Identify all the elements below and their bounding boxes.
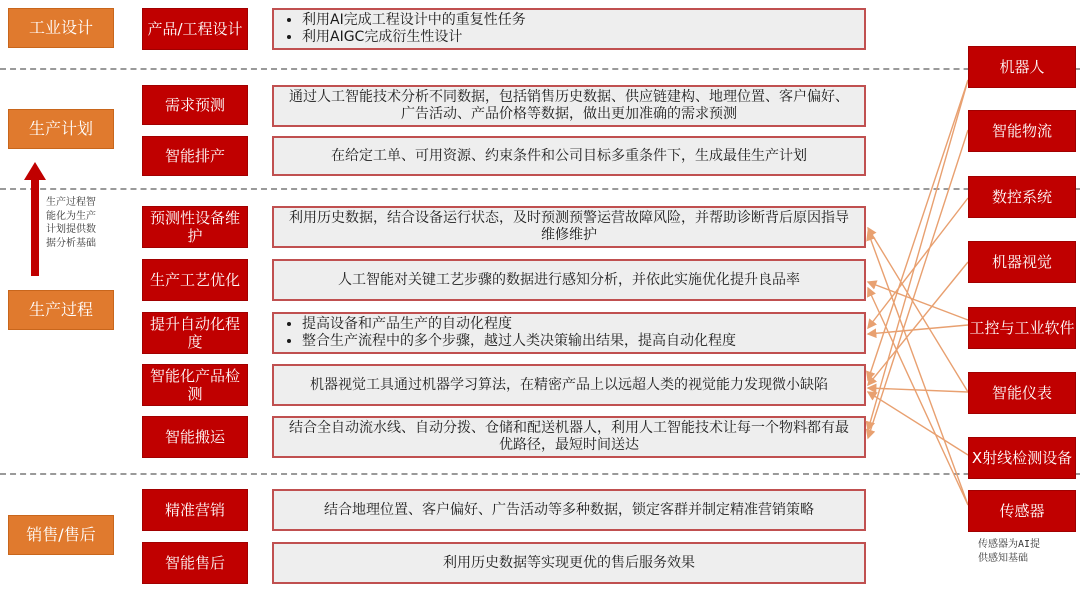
link-robot-handling — [868, 80, 968, 430]
desc-smart-handling: 结合全自动流水线、自动分拨、仓储和配送机器人，利用人工智能技术让每一个物料都有最优路径，最短时间送达 — [272, 416, 866, 458]
task-precision-marketing: 精准营销 — [142, 489, 248, 531]
tech-industrial-control-software: 工控与工业软件 — [968, 307, 1076, 349]
task-smart-inspection: 智能化产品检测 — [142, 364, 248, 406]
bullet-item: • 整合生产流程中的多个步骤，越过人类决策输出结果，提高自动化程度 — [302, 333, 736, 351]
tech-machine-vision: 机器视觉 — [968, 241, 1076, 283]
link-xray-inspection — [868, 392, 968, 455]
task-process-optimization: 生产工艺优化 — [142, 259, 248, 301]
arrow-note: 生产过程智 能化为生产 计划提供数 据分析基础 — [46, 197, 96, 249]
desc-smart-inspection: 机器视觉工具通过机器学习算法，在精密产品上以远超人类的视觉能力发现微小缺陷 — [272, 364, 866, 406]
tech-smart-logistics: 智能物流 — [968, 110, 1076, 152]
tech-smart-instruments: 智能仪表 — [968, 372, 1076, 414]
tech-xray-inspection-equipment: X射线检测设备 — [968, 437, 1076, 479]
task-predictive-maintenance: 预测性设备维护 — [142, 206, 248, 248]
desc-precision-marketing: 结合地理位置、客户偏好、广告活动等多种数据，锁定客群并制定精准营销策略 — [272, 489, 866, 531]
link-ics-process — [868, 282, 968, 320]
tech-sensor: 传感器 — [968, 490, 1076, 532]
bullet-item: • 提高设备和产品生产的自动化程度 — [302, 316, 736, 334]
stage-production-planning: 生产计划 — [8, 109, 114, 149]
stage-sales-after-sales: 销售/售后 — [8, 515, 114, 555]
task-demand-forecast: 需求预测 — [142, 85, 248, 125]
task-smart-handling: 智能搬运 — [142, 416, 248, 458]
bullet-item: • 利用AI完成工程设计中的重复性任务 — [302, 12, 526, 30]
desc-smart-after-sales: 利用历史数据等实现更优的售后服务效果 — [272, 542, 866, 584]
link-robot-inspection — [868, 80, 968, 380]
desc-demand-forecast: 通过人工智能技术分析不同数据，包括销售历史数据、供应链建构、地理位置、客户偏好、广告活动、产品价格等数据，做出更加准确的需求预测 — [272, 85, 866, 127]
link-ics-automation — [868, 325, 968, 334]
task-automation-level: 提升自动化程度 — [142, 312, 248, 354]
desc-predictive-maintenance: 利用历史数据，结合设备运行状态，及时预测预警运营故障风险，并帮助诊断背后原因指导维修维护 — [272, 206, 866, 248]
stage-production-process: 生产过程 — [8, 290, 114, 330]
stage-industrial-design: 工业设计 — [8, 8, 114, 48]
desc-process-optimization: 人工智能对关键工艺步骤的数据进行感知分析，并依此实施优化提升良品率 — [272, 259, 866, 301]
bullet-item: • 利用AIGC完成衍生性设计 — [302, 29, 526, 47]
tech-robot: 机器人 — [968, 46, 1076, 88]
task-smart-after-sales: 智能售后 — [142, 542, 248, 584]
task-smart-scheduling: 智能排产 — [142, 136, 248, 176]
link-sensor-process — [868, 288, 968, 505]
tech-cnc-system: 数控系统 — [968, 176, 1076, 218]
task-product-engineering-design: 产品/工程设计 — [142, 8, 248, 50]
link-cnc-automation — [868, 198, 968, 328]
sensor-note: 传感器为AI提 供感知基础 — [978, 539, 1041, 564]
desc-smart-scheduling: 在给定工单、可用资源、约束条件和公司目标多重条件下，生成最佳生产计划 — [272, 136, 866, 176]
